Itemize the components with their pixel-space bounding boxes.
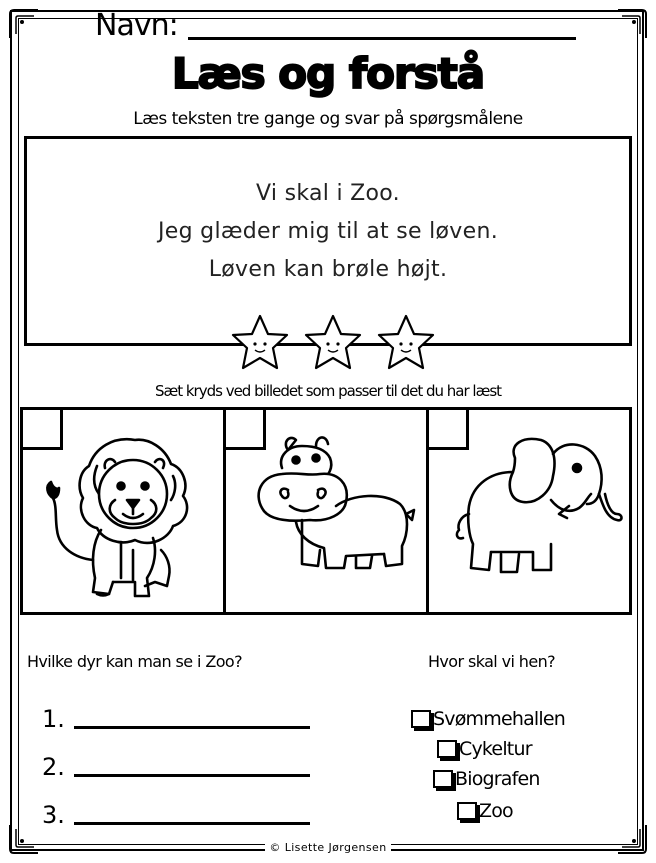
answer-line-3[interactable] (74, 822, 310, 825)
corner-ornament-icon (616, 4, 652, 40)
answer-number: 3. (42, 801, 65, 829)
page-title: Læs og forstå (171, 49, 485, 98)
corner-ornament-icon (4, 4, 40, 40)
option-cykeltur[interactable] (437, 738, 532, 760)
picture-instruction: Sæt kryds ved billedet som passer til det du har læst (154, 382, 502, 400)
copyright-footer (0, 841, 656, 854)
star-icon (306, 316, 360, 368)
name-row (95, 8, 576, 44)
option-biografen[interactable] (433, 768, 540, 790)
option-label: Svømmehallen (433, 708, 566, 730)
checkbox-hippo[interactable] (226, 410, 266, 450)
question-animals-label: Hvilke dyr kan man se i Zoo? (27, 652, 242, 671)
star-icon (233, 316, 287, 368)
checkbox-icon[interactable] (457, 802, 477, 820)
name-label: Navn: (95, 8, 178, 43)
answer-number: 1. (42, 705, 65, 733)
picture-cell-hippo (223, 410, 426, 612)
checkbox-elephant[interactable] (429, 410, 469, 450)
copyright-text: © Lisette Jørgensen (265, 841, 390, 854)
answer-line-1[interactable] (74, 726, 310, 729)
question-where-label: Hvor skal vi hen? (428, 652, 556, 671)
reading-text (27, 175, 629, 289)
option-svommehallen[interactable] (411, 708, 565, 730)
picture-cell-elephant (426, 410, 629, 612)
option-label: Biografen (455, 768, 540, 790)
answer-line-2[interactable] (74, 774, 310, 777)
answer-row-3 (42, 801, 310, 829)
instruction-text: Læs teksten tre gange og svar på spørgsmålene (133, 109, 523, 129)
checkbox-icon[interactable] (433, 770, 453, 788)
picture-strip (20, 407, 632, 615)
picture-cell-lion (23, 410, 223, 612)
option-zoo[interactable] (457, 800, 513, 822)
checkbox-icon[interactable] (411, 710, 431, 728)
star-icon (379, 316, 433, 368)
answer-row-2 (42, 753, 310, 781)
name-input-line[interactable] (188, 37, 576, 40)
reading-line: Vi skal i Zoo. (256, 181, 400, 206)
answer-number: 2. (42, 753, 65, 781)
answer-row-1 (42, 705, 310, 733)
checkbox-icon[interactable] (437, 740, 457, 758)
checkbox-lion[interactable] (23, 410, 63, 450)
stars-decoration (228, 313, 438, 375)
reading-line: Løven kan brøle højt. (208, 257, 448, 282)
reading-line: Jeg glæder mig til at se løven. (158, 219, 498, 244)
option-label: Cykeltur (459, 738, 532, 760)
option-label: Zoo (479, 800, 513, 822)
